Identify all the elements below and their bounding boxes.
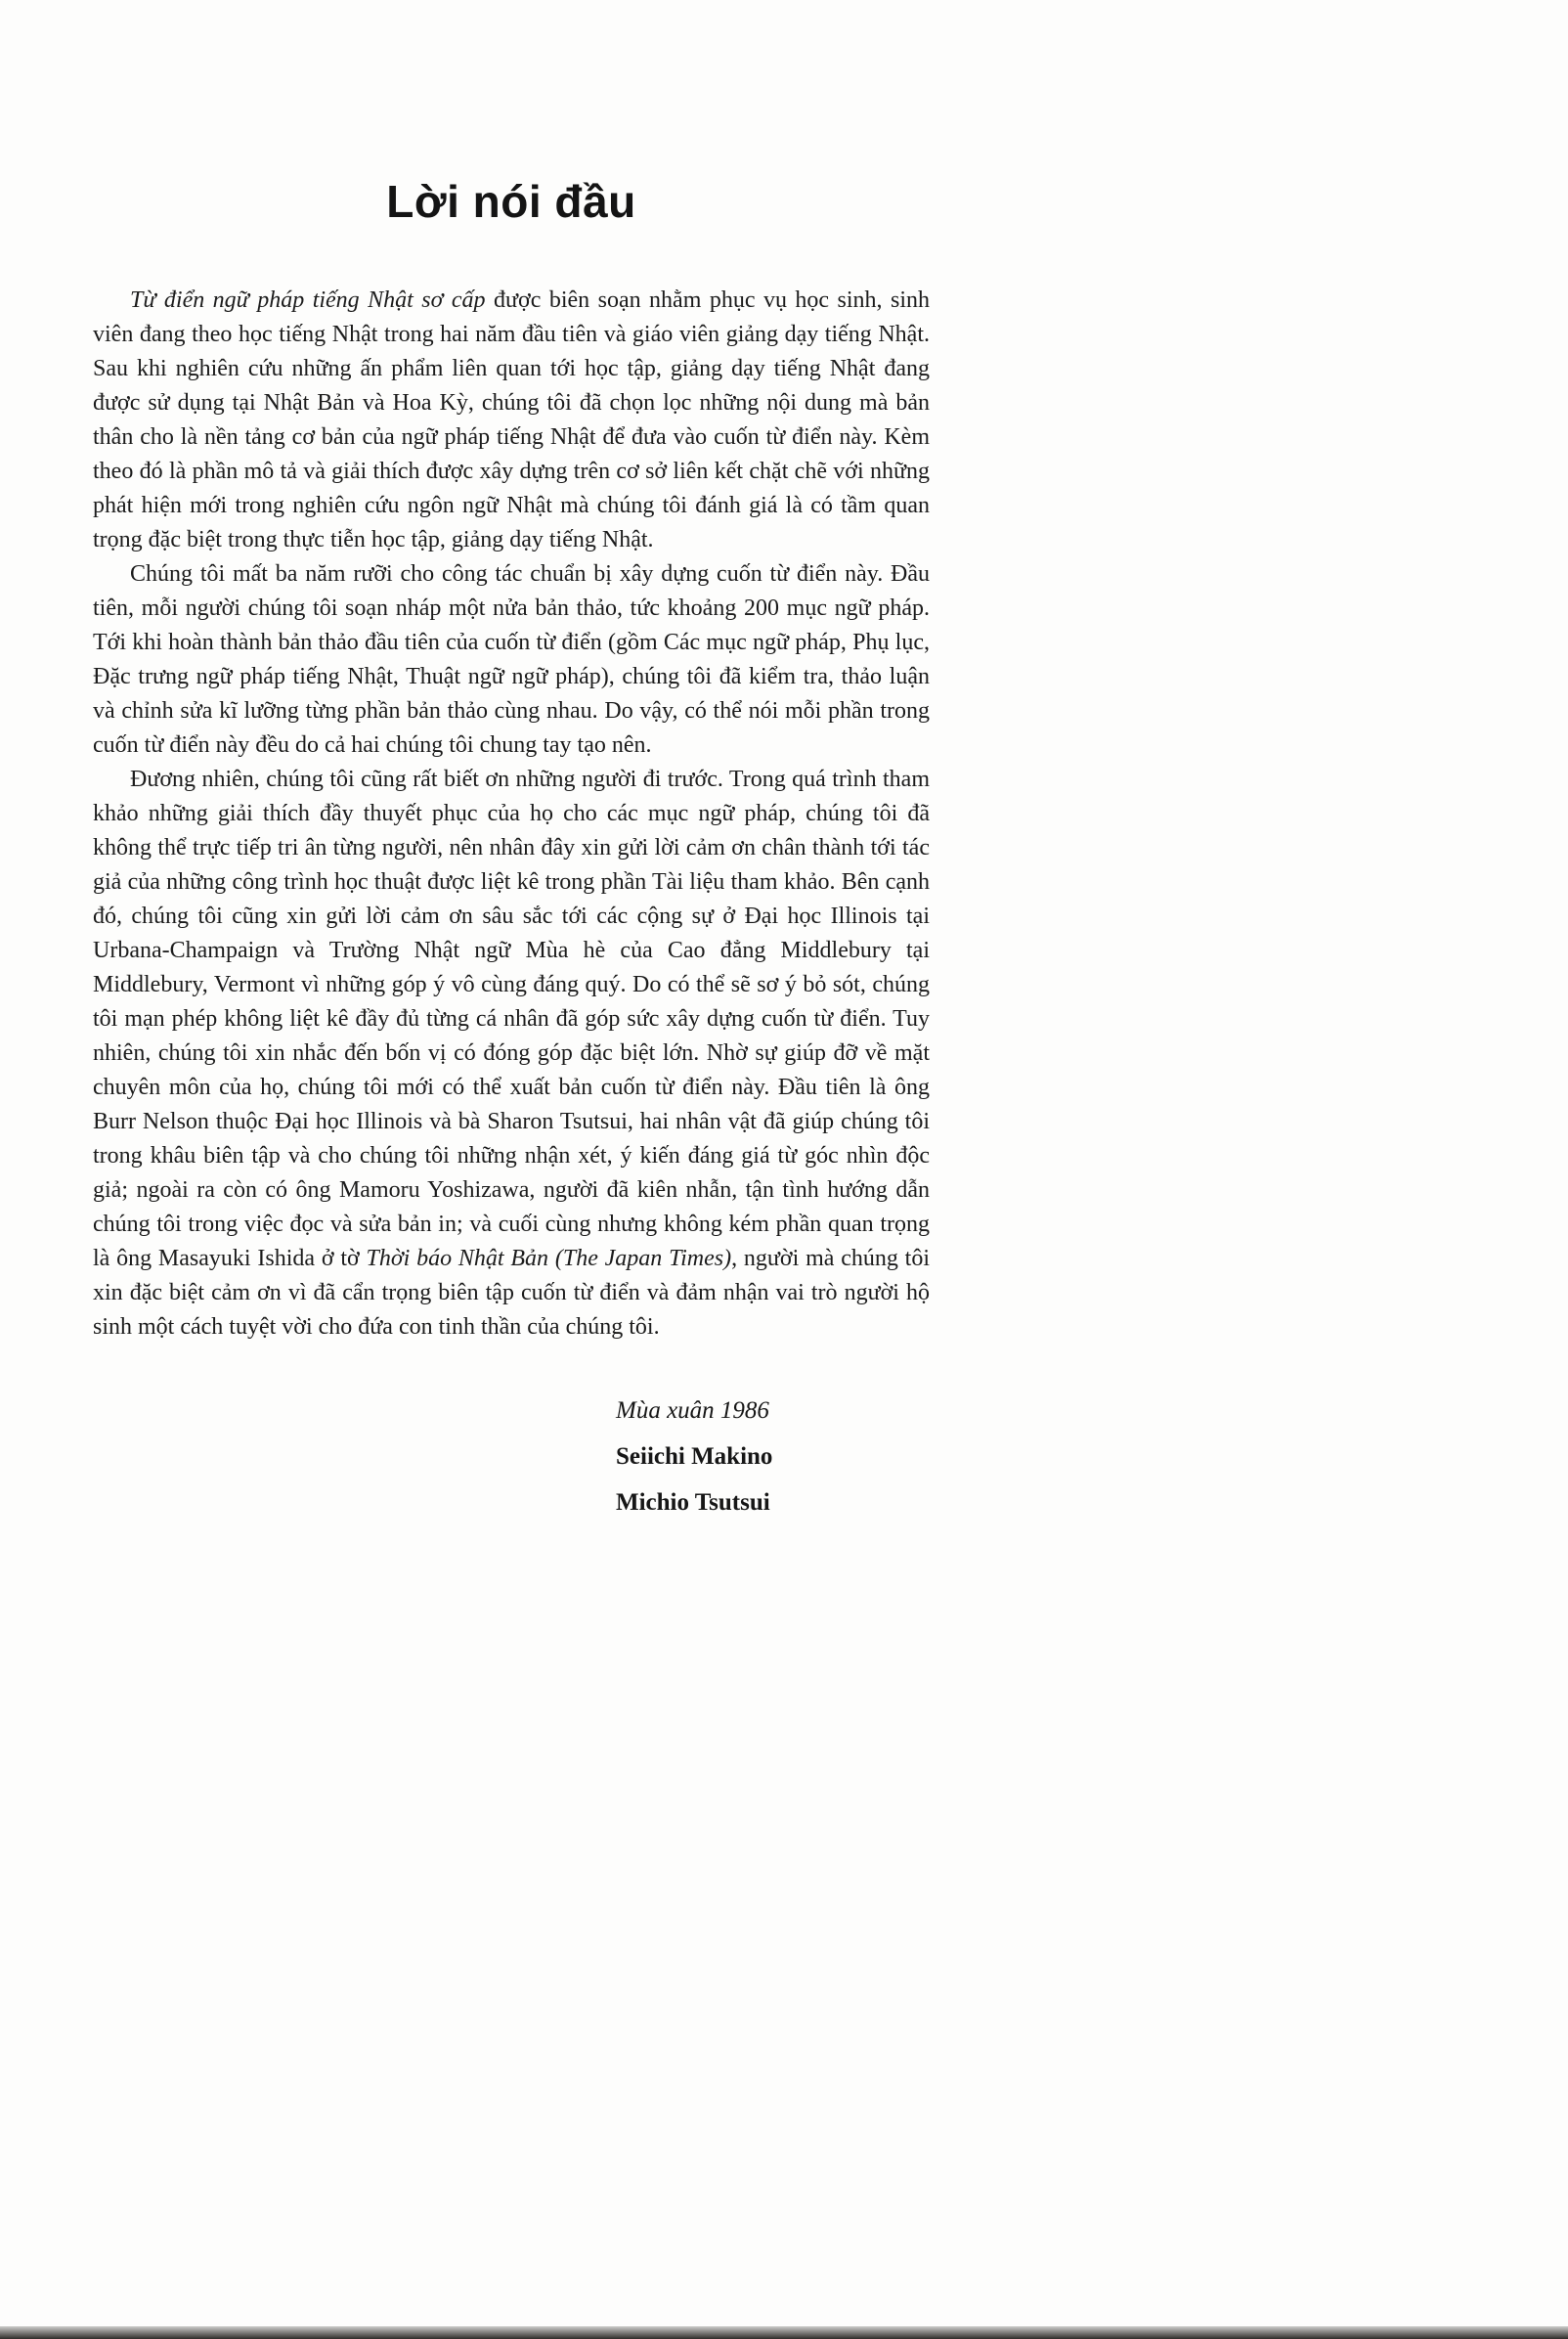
preface-content xyxy=(93,176,930,1525)
text-segment: Từ điển ngữ pháp tiếng Nhật sơ cấp xyxy=(130,287,486,313)
text-segment: được biên soạn nhằm phục vụ học sinh, sinh viên đang theo học tiếng Nhật trong hai năm đầu tiên và giáo viên giảng dạy tiếng Nhật. Sau khi nghiên cứu những ấn phẩm liên quan tới học tập, giảng dạy tiếng Nhật đang được sử dụng tại Nhật Bản và Hoa Kỳ, chúng tôi đã chọn lọc những nội dung mà bản thân cho là nền tảng cơ bản của ngữ pháp tiếng Nhật để đưa vào cuốn từ điển này. Kèm theo đó là phần mô tả và giải thích được xây dựng trên cơ sở liên kết chặt chẽ với những phát hiện mới trong nghiên cứu ngôn ngữ Nhật mà chúng tôi đánh giá là có tầm quan trọng đặc biệt trong thực tiễn học tập, giảng dạy tiếng Nhật. xyxy=(93,287,930,552)
scan-edge-artifact xyxy=(0,2326,1568,2339)
signature-date: Mùa xuân 1986 xyxy=(616,1397,769,1424)
page-title: Lời nói đầu xyxy=(386,176,636,227)
paragraph xyxy=(93,284,930,557)
text-segment: , người mà chúng tôi xin đặc biệt cảm ơn vì đã cẩn trọng biên tập cuốn từ điển và đảm nhận vai trò người hộ sinh một cách tuyệt vời cho đứa con tinh thần của chúng tôi. xyxy=(93,1246,930,1340)
text-segment: Thời báo Nhật Bản (The Japan Times) xyxy=(366,1246,732,1271)
signature-block xyxy=(616,1388,930,1525)
signature-author: Seiichi Makino xyxy=(616,1443,773,1470)
signature-author: Michio Tsutsui xyxy=(616,1489,770,1516)
paragraph xyxy=(93,557,930,763)
preface-body xyxy=(93,284,930,1345)
text-segment: Chúng tôi mất ba năm rưỡi cho công tác chuẩn bị xây dựng cuốn từ điển này. Đầu tiên, mỗi người chúng tôi soạn nháp một nửa bản thảo, tức khoảng 200 mục ngữ pháp. Tới khi hoàn thành bản thảo đầu tiên của cuốn từ điển (gồm Các mục ngữ pháp, Phụ lục, Đặc trưng ngữ pháp tiếng Nhật, Thuật ngữ ngữ pháp), chúng tôi đã kiểm tra, thảo luận và chỉnh sửa kĩ lưỡng từng phần bản thảo cùng nhau. Do vậy, có thể nói mỗi phần trong cuốn từ điển này đều do cả hai chúng tôi chung tay tạo nên. xyxy=(93,561,930,758)
text-segment: Đương nhiên, chúng tôi cũng rất biết ơn những người đi trước. Trong quá trình tham khảo những giải thích đầy thuyết phục của họ cho các mục ngữ pháp, chúng tôi đã không thể trực tiếp tri ân từng người, nên nhân đây xin gửi lời cảm ơn chân thành tới tác giả của những công trình học thuật được liệt kê trong phần Tài liệu tham khảo. Bên cạnh đó, chúng tôi cũng xin gửi lời cảm ơn sâu sắc tới các cộng sự ở Đại học Illinois tại Urbana-Champaign và Trường Nhật ngữ Mùa hè của Cao đẳng Middlebury tại Middlebury, Vermont vì những góp ý vô cùng đáng quý. Do có thể sẽ sơ ý bỏ sót, chúng tôi mạn phép không liệt kê đầy đủ từng cá nhân đã góp sức xây dựng cuốn từ điển. Tuy nhiên, chúng tôi xin nhắc đến bốn vị có đóng góp đặc biệt lớn. Nhờ sự giúp đỡ về mặt chuyên môn của họ, chúng tôi mới có thể xuất bản cuốn từ điển này. Đầu tiên là ông Burr Nelson thuộc Đại học Illinois và bà Sharon Tsutsui, hai nhân vật đã giúp chúng tôi trong khâu biên tập và cho chúng tôi những nhận xét, ý kiến đáng giá từ góc nhìn độc giả; ngoài ra còn có ông Mamoru Yoshizawa, người đã kiên nhẫn, tận tình hướng dẫn chúng tôi trong việc đọc và sửa bản in; và cuối cùng nhưng không kém phần quan trọng là ông Masayuki Ishida ở tờ xyxy=(93,767,930,1271)
signature-authors xyxy=(616,1434,930,1525)
paragraph xyxy=(93,763,930,1345)
